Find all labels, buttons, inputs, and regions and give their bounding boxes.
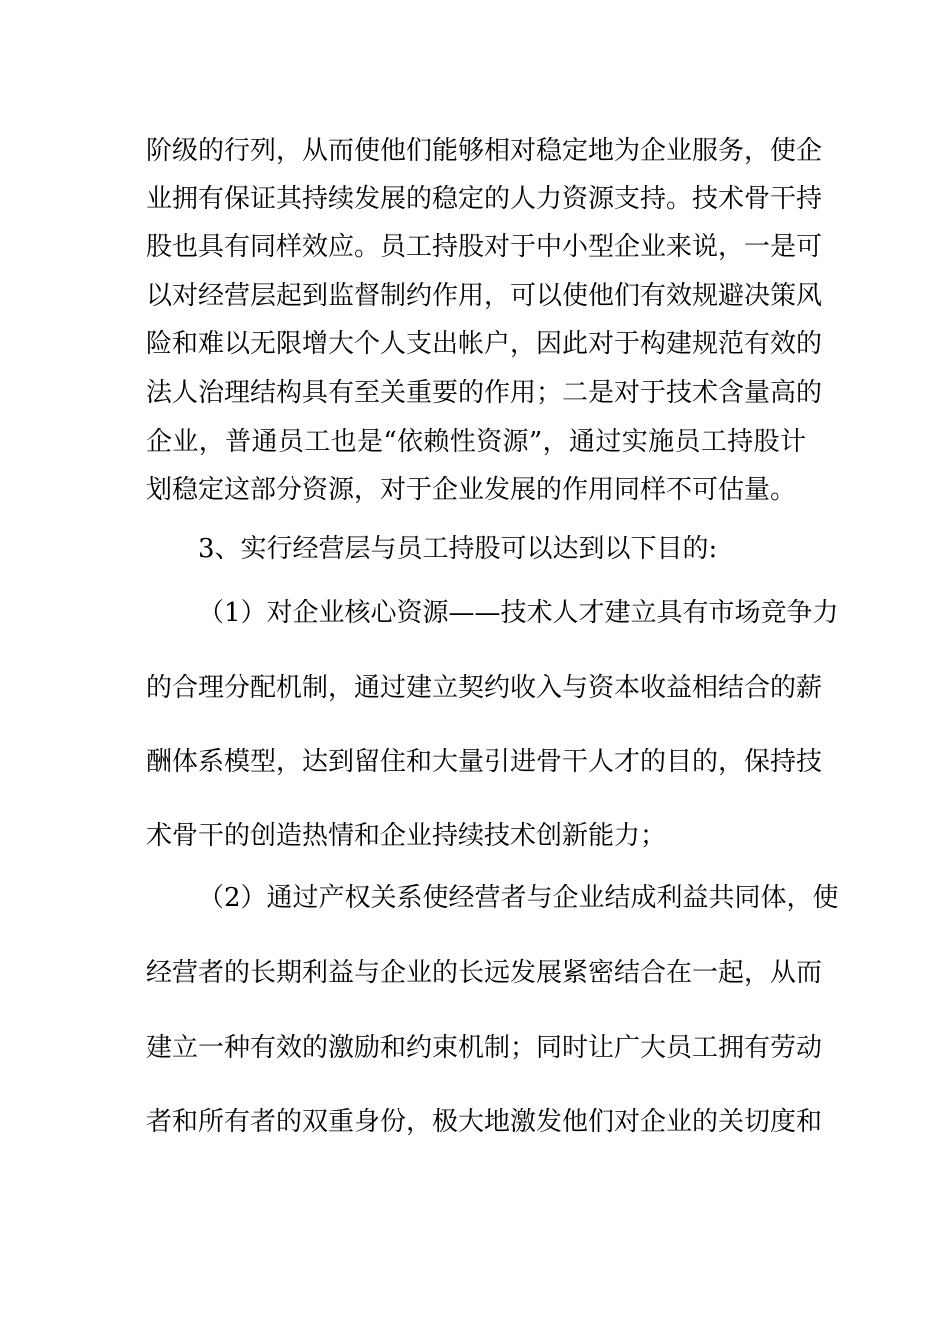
list-item-line: 的合理分配机制，通过建立契约收入与资本收益相结合的薪	[146, 673, 823, 703]
paragraph-line: 划稳定这部分资源，对于企业发展的作用同样不可估量。	[146, 475, 797, 505]
list-item-line: 者和所有者的双重身份，极大地激发他们对企业的关切度和	[146, 1107, 823, 1137]
paragraph-line: 以对经营层起到监督制约作用，可以使他们有效规避决策风	[146, 281, 823, 311]
list-item-line: （2）通过产权关系使经营者与企业结成利益共同体，使	[198, 883, 839, 913]
list-item-line: （1）对企业核心资源——技术人才建立具有市场竞争力	[198, 598, 839, 628]
list-item-line: 经营者的长期利益与企业的长远发展紧密结合在一起，从而	[146, 958, 823, 988]
section-heading: 3、实行经营层与员工持股可以达到以下目的:	[198, 534, 718, 564]
paragraph-line: 阶级的行列，从而使他们能够相对稳定地为企业服务，使企	[146, 136, 823, 166]
paragraph-line: 法人治理结构具有至关重要的作用；二是对于技术含量高的	[146, 378, 823, 408]
paragraph-line: 企业，普通员工也是“依赖性资源”，通过实施员工持股计	[146, 427, 806, 457]
paragraph-line: 股也具有同样效应。员工持股对于中小型企业来说，一是可	[146, 232, 823, 262]
list-item-line: 术骨干的创造热情和企业持续技术创新能力；	[146, 821, 667, 851]
paragraph-line: 险和难以无限增大个人支出帐户，因此对于构建规范有效的	[146, 329, 823, 359]
list-item-line: 建立一种有效的激励和约束机制；同时让广大员工拥有劳动	[146, 1033, 823, 1063]
paragraph-line: 业拥有保证其持续发展的稳定的人力资源支持。技术骨干持	[146, 184, 823, 214]
list-item-line: 酬体系模型，达到留住和大量引进骨干人才的目的，保持技	[146, 747, 823, 777]
